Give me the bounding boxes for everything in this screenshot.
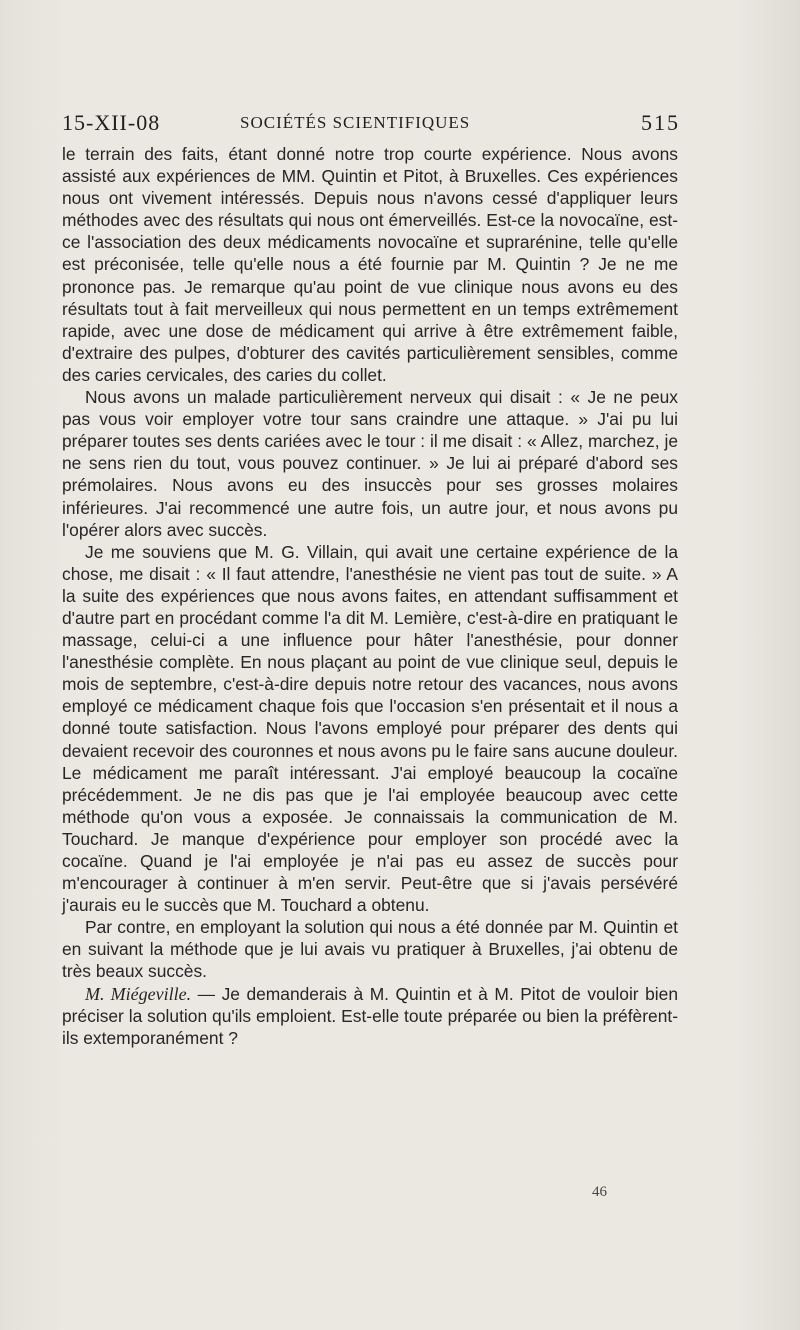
running-header [62, 110, 680, 134]
header-page-number: 515 [641, 110, 680, 135]
header-date: 15-XII-08 [62, 110, 161, 135]
signature-mark: 46 [592, 1184, 607, 1200]
body-text [62, 143, 678, 1049]
speaker-text: — Je demanderais à M. Quintin et à M. Pitot de vouloir bien préciser la solution qu'ils emploient. Est-elle toute préparée ou bien la préfèrent-ils extemporanément ? [62, 983, 678, 1048]
header-section-title: SOCIÉTÉS SCIENTIFIQUES [240, 113, 471, 132]
paragraph-3: Je me souviens que M. G. Villain, qui avait une certaine expérience de la chose, me disait : « Il faut attendre, l'anesthésie ne vient pas tout de suite. » A la suite des expériences que nous avons faites, en attendant suffisamment et d'autre part en procédant comme l'a dit M. Lemière, c'est-à-dire en pratiquant le massage, celui-ci a une influence pour hâter l'anesthésie, pour donner l'anesthésie complète. En nous plaçant au point de vue clinique seul, depuis le mois de septembre, c'est-à-dire depuis notre retour des vacances, nous avons employé ce médicament chaque fois que l'occasion s'en présentait et il nous a donné toute satisfaction. Nous l'avons employé pour préparer des dents qui devaient recevoir des couronnes et nous avons pu le faire sans aucune douleur. Le médicament me paraît intéressant. J'ai employé beaucoup la cocaïne précédemment. Je ne dis pas que je l'ai employée beaucoup avec cette méthode qu'on vous a exposée. Je connaissais la communication de M. Touchard. Je manque d'expérience pour employer son procédé avec la cocaïne. Quand je l'ai employée je n'ai pas eu assez de succès pour m'encourager à continuer à m'en servir. Peut-être que si j'avais persévéré j'aurais eu le succès que M. Touchard a obtenu. [62, 541, 678, 916]
paragraph-1: le terrain des faits, étant donné notre trop courte expérience. Nous avons assisté aux expériences de MM. Quintin et Pitot, à Bruxelles. Ces expériences nous ont vivement intéressés. Depuis nous n'avons cessé d'appliquer leurs méthodes avec des résultats qui nous ont émerveillés. Est-ce la novocaïne, est-ce l'association des deux médicaments novocaïne et suprarénine, telle qu'elle est préconisée, telle qu'elle nous a été fournie par M. Quintin ? Je ne me prononce pas. Je remarque qu'au point de vue clinique nous avons eu des résultats tout à fait merveilleux qui nous permettent en un temps extrêmement rapide, avec une dose de médicament qui arrive à être extrêmement faible, d'extraire des pulpes, d'obturer des cavités particulièrement sensibles, comme des caries cervicales, des caries du collet. [62, 144, 678, 385]
paragraph-4: Par contre, en employant la solution qui nous a été donnée par M. Quintin et en suivant la méthode que je lui avais vu pratiquer à Bruxelles, j'ai obtenu de très beaux succès. [62, 917, 678, 982]
paragraph-5 [62, 983, 678, 1049]
speaker-name: M. Miégeville. [85, 983, 192, 1004]
paragraph-2: Nous avons un malade particulièrement nerveux qui disait : « Je ne peux pas vous voir employer votre tour sans craindre une attaque. » J'ai pu lui préparer toutes ses dents cariées avec le tour : il me disait : « Allez, marchez, je ne sens rien du tout, vous pouvez continuer. » Je lui ai préparé d'abord ses prémolaires. Nous avons eu des insuccès pour ses grosses molaires inférieures. J'ai recommencé une autre fois, un autre jour, et nous avons pu l'opérer alors avec succès. [62, 387, 678, 540]
